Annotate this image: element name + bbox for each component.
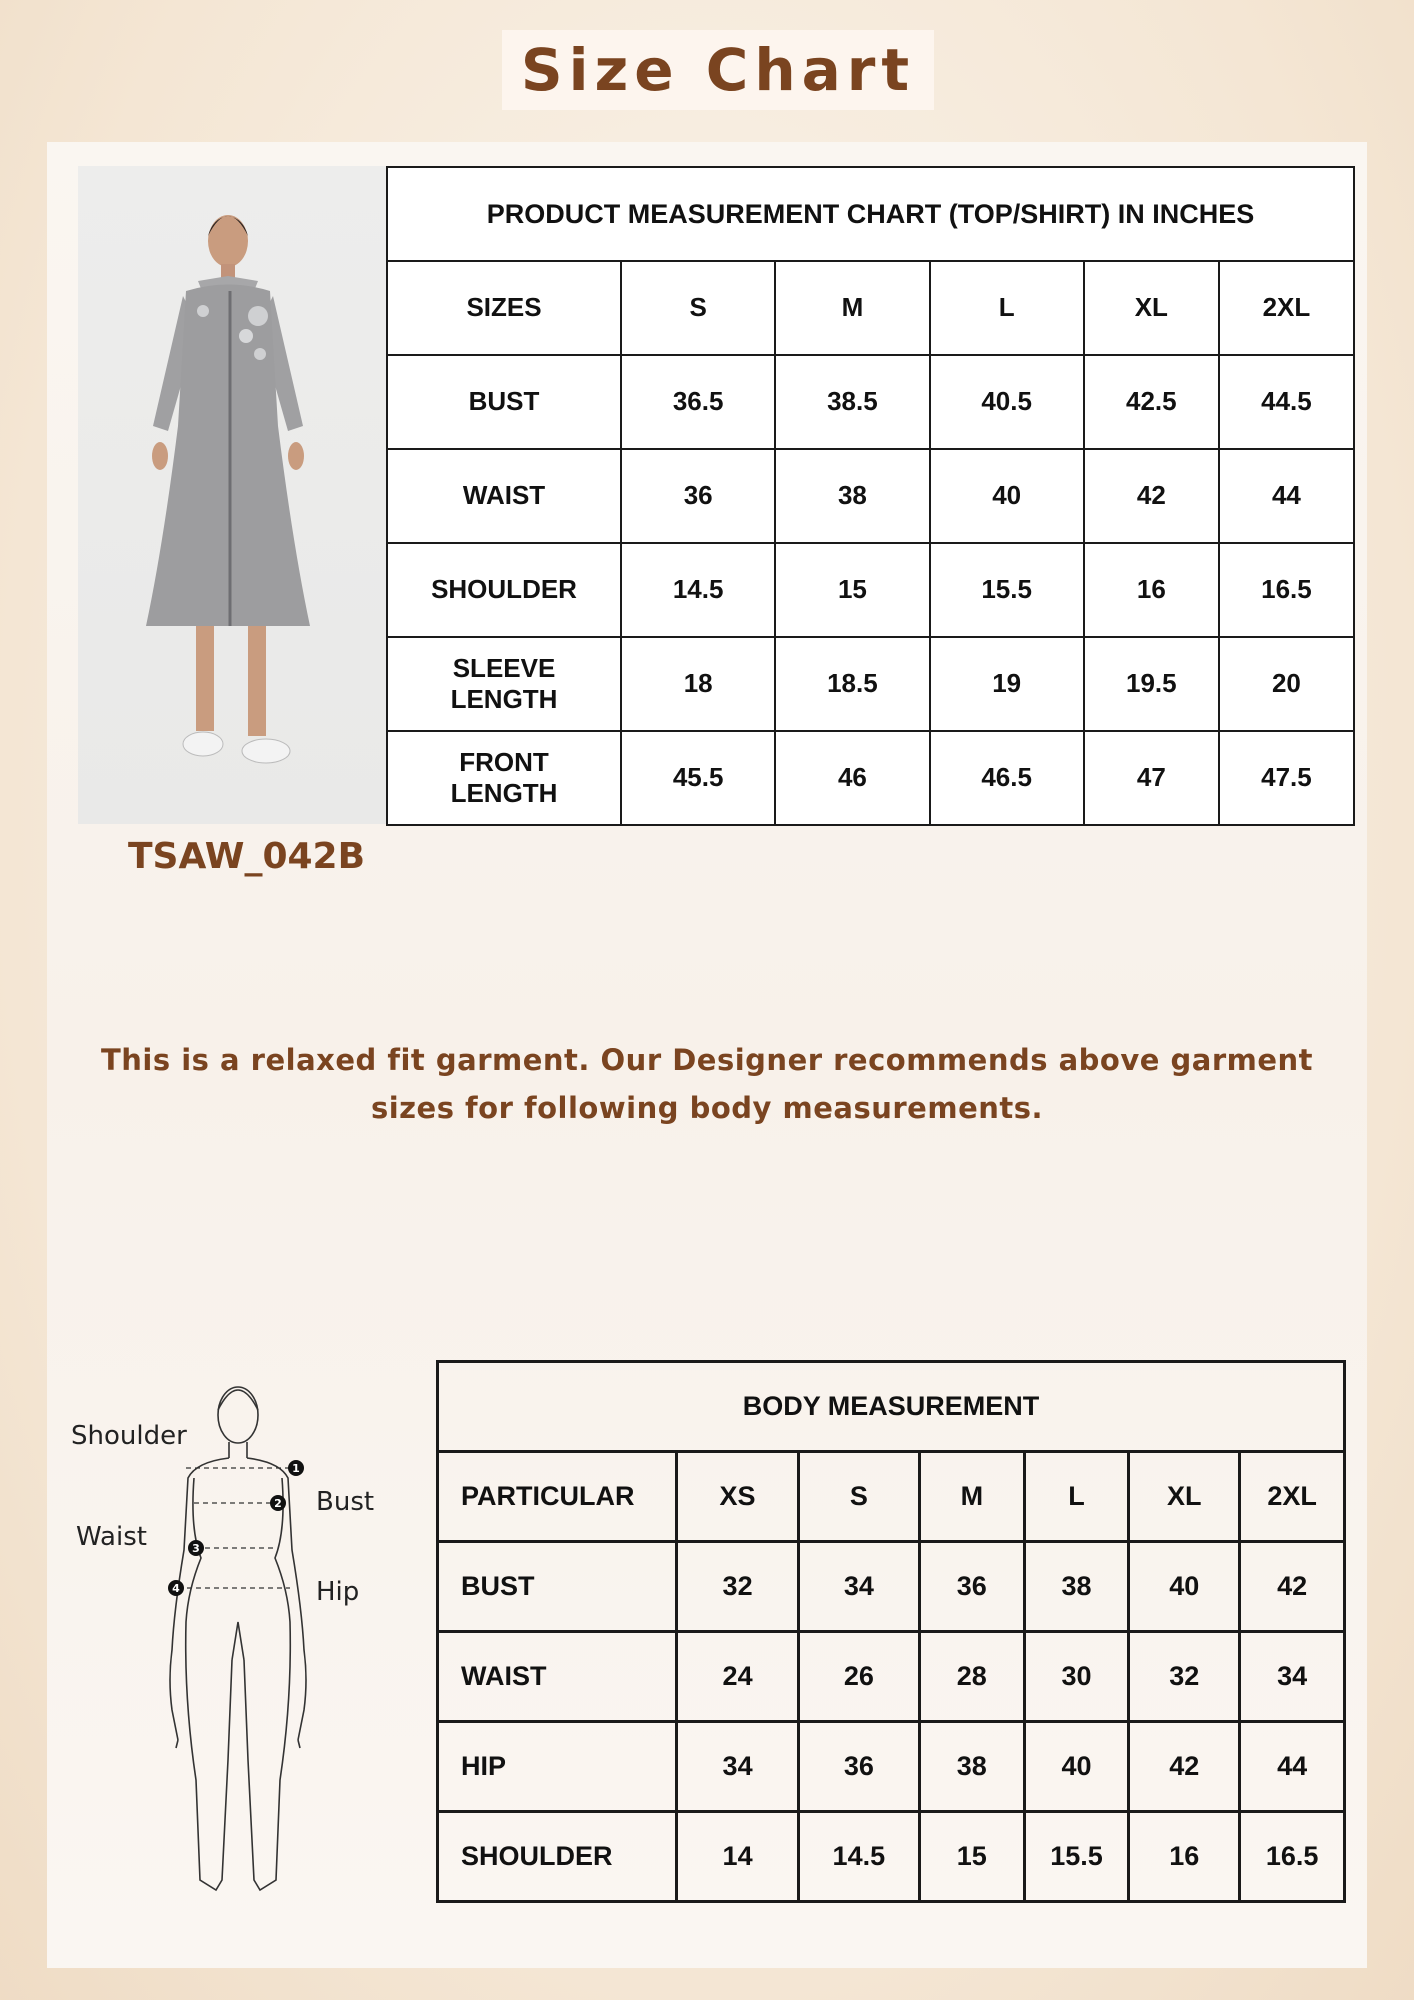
table-cell: 18.5 (775, 637, 929, 731)
table-row (387, 731, 1354, 825)
table-cell: 42 (1240, 1542, 1345, 1632)
table-header-row (438, 1452, 1345, 1542)
row-label: WAIST (438, 1632, 677, 1722)
hip-label: Hip (316, 1577, 360, 1607)
table-row (387, 449, 1354, 543)
table-cell: 19.5 (1084, 637, 1219, 731)
table-row (438, 1722, 1345, 1812)
model-image (78, 166, 386, 824)
title-box (502, 30, 934, 110)
table-cell: 32 (677, 1542, 798, 1632)
table-cell: 46 (775, 731, 929, 825)
row-label: BUST (438, 1542, 677, 1632)
row-label: SLEEVE LENGTH (387, 637, 621, 731)
marker-3-label: 3 (192, 1542, 200, 1555)
table-cell: 40.5 (930, 355, 1084, 449)
header-cell: L (930, 261, 1084, 355)
table-cell: 19 (930, 637, 1084, 731)
table-cell: 45.5 (621, 731, 775, 825)
table-cell: 47.5 (1219, 731, 1354, 825)
product-measurement-table (386, 166, 1355, 826)
table-cell: 42 (1084, 449, 1219, 543)
waist-label: Waist (76, 1522, 147, 1552)
body-measurement-table (436, 1360, 1346, 1903)
table-cell: 44.5 (1219, 355, 1354, 449)
table-cell: 14.5 (621, 543, 775, 637)
table-cell: 38 (919, 1722, 1024, 1812)
table-cell: 42 (1129, 1722, 1240, 1812)
table-cell: 36 (919, 1542, 1024, 1632)
table-row (387, 543, 1354, 637)
marker-1-label: 1 (292, 1462, 300, 1475)
header-cell: XS (677, 1452, 798, 1542)
table-cell: 20 (1219, 637, 1354, 731)
header-cell: S (798, 1452, 919, 1542)
table-cell: 15.5 (930, 543, 1084, 637)
table-cell: 36 (621, 449, 775, 543)
header-cell: XL (1084, 261, 1219, 355)
table-cell: 30 (1024, 1632, 1129, 1722)
header-cell: 2XL (1240, 1452, 1345, 1542)
table-cell: 42.5 (1084, 355, 1219, 449)
header-cell: L (1024, 1452, 1129, 1542)
row-label: WAIST (387, 449, 621, 543)
product-photo (78, 166, 386, 824)
body-outline-diagram (66, 1360, 396, 1920)
body-figure (66, 1360, 396, 1920)
table-cell: 44 (1240, 1722, 1345, 1812)
table-cell: 34 (1240, 1632, 1345, 1722)
header-cell: M (919, 1452, 1024, 1542)
table-cell: 40 (1024, 1722, 1129, 1812)
header-cell: PARTICULAR (438, 1452, 677, 1542)
header-cell: 2XL (1219, 261, 1354, 355)
bust-label: Bust (316, 1487, 375, 1517)
table-cell: 28 (919, 1632, 1024, 1722)
header-cell: S (621, 261, 775, 355)
table-cell: 40 (930, 449, 1084, 543)
table-cell: 15 (919, 1812, 1024, 1902)
table-cell: 34 (677, 1722, 798, 1812)
header-cell: XL (1129, 1452, 1240, 1542)
table-row (438, 1632, 1345, 1722)
table-cell: 26 (798, 1632, 919, 1722)
table-cell: 44 (1219, 449, 1354, 543)
table-cell: 32 (1129, 1632, 1240, 1722)
row-label: SHOULDER (438, 1812, 677, 1902)
row-label: SHOULDER (387, 543, 621, 637)
table-cell: 14.5 (798, 1812, 919, 1902)
table-cell: 16.5 (1219, 543, 1354, 637)
table-cell: 38.5 (775, 355, 929, 449)
fit-note: This is a relaxed fit garment. Our Designer recommends above garment sizes for following body measurements. (100, 1043, 1314, 1125)
table-cell: 38 (1024, 1542, 1129, 1632)
table-row (438, 1812, 1345, 1902)
table-row (387, 355, 1354, 449)
table-cell: 47 (1084, 731, 1219, 825)
product-table-title: PRODUCT MEASUREMENT CHART (TOP/SHIRT) IN INCHES (387, 167, 1354, 261)
table-cell: 16 (1084, 543, 1219, 637)
table-cell: 40 (1129, 1542, 1240, 1632)
shoulder-label: Shoulder (71, 1421, 187, 1451)
table-cell: 38 (775, 449, 929, 543)
row-label: HIP (438, 1722, 677, 1812)
table-cell: 36 (798, 1722, 919, 1812)
header-cell: SIZES (387, 261, 621, 355)
table-cell: 36.5 (621, 355, 775, 449)
table-cell: 16.5 (1240, 1812, 1345, 1902)
table-row (387, 637, 1354, 731)
table-row (438, 1542, 1345, 1632)
table-cell: 16 (1129, 1812, 1240, 1902)
table-cell: 18 (621, 637, 775, 731)
table-cell: 15 (775, 543, 929, 637)
row-label: FRONT LENGTH (387, 731, 621, 825)
header-cell: M (775, 261, 929, 355)
page-title: Size Chart (520, 36, 916, 104)
body-table-title: BODY MEASUREMENT (438, 1362, 1345, 1452)
table-cell: 34 (798, 1542, 919, 1632)
table-cell: 15.5 (1024, 1812, 1129, 1902)
product-sku: TSAW_042B (128, 836, 366, 877)
row-label: BUST (387, 355, 621, 449)
table-cell: 24 (677, 1632, 798, 1722)
marker-2-label: 2 (274, 1497, 282, 1510)
table-cell: 46.5 (930, 731, 1084, 825)
table-header-row (387, 261, 1354, 355)
marker-4-label: 4 (172, 1582, 180, 1595)
table-cell: 14 (677, 1812, 798, 1902)
